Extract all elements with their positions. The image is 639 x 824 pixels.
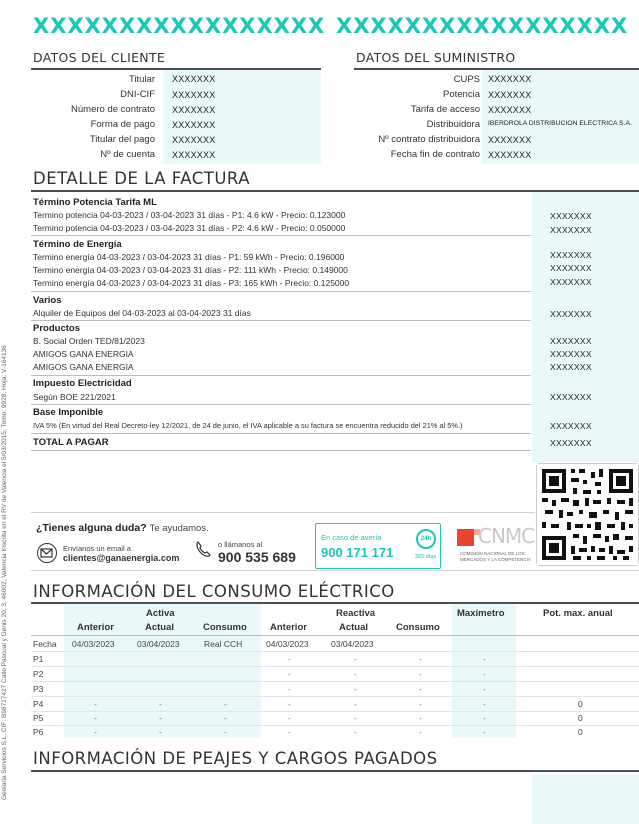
row-line xyxy=(31,711,639,712)
cell-dash: - xyxy=(483,669,486,679)
productos-line: AMIGOS GANA ENERGIA xyxy=(33,362,134,372)
cell-zero: 0 xyxy=(578,727,583,737)
total-amount: XXXXXXX xyxy=(550,438,592,448)
energia-heading: Término de Energía xyxy=(33,239,122,250)
group-maximetro: Maxímetro xyxy=(457,608,505,619)
energia-line: Termino energía 04-03-2023 / 03-04-2023 31 días - P1: 59 kWh - Precio: 0.196000 xyxy=(33,252,345,262)
cell-dash: - xyxy=(288,684,291,694)
group-activa: Activa xyxy=(146,608,175,619)
cell-dash: - xyxy=(224,699,227,709)
cell-dash: - xyxy=(354,727,357,737)
cliente-value: XXXXXXX xyxy=(172,74,216,84)
fecha-r-anterior: 04/03/2023 xyxy=(266,639,309,649)
phone-number[interactable]: 900 535 689 xyxy=(218,549,296,565)
phone-intro: o llámanos al xyxy=(218,540,263,549)
col-r-anterior: Anterior xyxy=(270,622,307,633)
cell-dash: - xyxy=(354,654,357,664)
divider xyxy=(31,404,531,405)
cell-zero: 0 xyxy=(578,713,583,723)
suministro-value: XXXXXXX xyxy=(488,74,532,84)
help-question-text: ¿Tienes alguna duda? xyxy=(36,522,147,534)
header-left-title: XXXXXXXXXXXXXXXXX xyxy=(33,14,326,38)
help-question xyxy=(36,522,209,534)
cliente-label: Forma de pago xyxy=(90,119,155,130)
base-amount: XXXXXXX xyxy=(550,421,592,431)
potencia-line: Termino potencia 04-03-2023 / 03-04-2023 31 días - P2: 4.6 kW - Precio: 0.050000 xyxy=(33,223,346,233)
group-pot-max: Pot. max. anual xyxy=(543,608,613,619)
energia-amount: XXXXXXX xyxy=(550,263,592,273)
contact-bottom-line xyxy=(31,570,639,571)
divider xyxy=(31,291,531,292)
divider xyxy=(31,235,531,236)
row-label-period: P1 xyxy=(33,654,44,664)
email-intro: Envíanos un email a xyxy=(63,544,131,553)
cell-dash: - xyxy=(419,654,422,664)
suministro-label: Distribuidora xyxy=(426,119,480,130)
row-line xyxy=(31,651,639,652)
cliente-value: XXXXXXX xyxy=(172,135,216,145)
row-label-fecha: Fecha xyxy=(33,639,57,649)
cliente-label: Nº de cuenta xyxy=(100,149,155,160)
suministro-value: XXXXXXX xyxy=(488,135,532,145)
productos-amount: XXXXXXX xyxy=(550,349,592,359)
cell-zero: 0 xyxy=(578,699,583,709)
impuesto-heading: Impuesto Electricidad xyxy=(33,378,132,389)
energia-line: Termino energía 04-03-2023 / 03-04-2023 31 días - P2: 111 kWh - Precio: 0.149000 xyxy=(33,265,348,275)
cell-dash: - xyxy=(483,713,486,723)
cliente-label: Número de contrato xyxy=(71,104,155,115)
total-label: TOTAL A PAGAR xyxy=(33,437,109,448)
help-subtext: Te ayudamos. xyxy=(149,523,209,534)
col-anterior: Anterior xyxy=(77,622,114,633)
cliente-value: XXXXXXX xyxy=(172,105,216,115)
productos-amount: XXXXXXX xyxy=(550,336,592,346)
cliente-value: XXXXXXX xyxy=(172,120,216,130)
cell-dash: - xyxy=(288,654,291,664)
cell-dash: - xyxy=(354,713,357,723)
divider xyxy=(31,375,531,376)
row-label-period: P3 xyxy=(33,684,44,694)
cell-dash: - xyxy=(224,727,227,737)
averia-intro: En caso de avería xyxy=(321,533,382,542)
col-consumo: Consumo xyxy=(203,622,247,633)
peajes-amount-bg xyxy=(532,775,639,824)
varios-heading: Varios xyxy=(33,295,62,306)
consumo-title: INFORMACIÓN DEL CONSUMO ELÉCTRICO xyxy=(33,582,395,601)
cell-dash: - xyxy=(354,669,357,679)
energia-amount: XXXXXXX xyxy=(550,250,592,260)
suministro-value: XXXXXXX xyxy=(488,90,532,100)
impuesto-line: Según BOE 221/2021 xyxy=(33,392,116,402)
varios-line: Alquiler de Equipos del 04-03-2023 al 03-04-2023 31 días xyxy=(33,308,251,318)
suministro-label: Potencia xyxy=(443,89,480,100)
cell-dash: - xyxy=(419,669,422,679)
energia-line: Termino energía 04-03-2023 / 03-04-2023 31 días - P3: 165 kWh - Precio: 0.125000 xyxy=(33,278,350,288)
suministro-title: DATOS DEL SUMINISTRO xyxy=(356,50,516,65)
cell-dash: - xyxy=(288,713,291,723)
badge-24-icon: 24h xyxy=(416,529,436,549)
company-legal-text: Geolaria Servicios S.L. CIF: B98717427 Calle Pascual y Genis 20, 3, 46002, Valencia Inscrita en el RV de Valencia el 5/03/2015, Tomo: 9928, Hoja: V-164136 xyxy=(1,345,8,800)
cell-dash: - xyxy=(288,699,291,709)
cliente-value: XXXXXXX xyxy=(172,150,216,160)
col-r-actual: Actual xyxy=(339,622,369,633)
cliente-title: DATOS DEL CLIENTE xyxy=(33,50,166,65)
averia-phone[interactable]: 900 171 171 xyxy=(321,545,394,560)
varios-amount: XXXXXXX xyxy=(550,309,592,319)
potencia-line: Termino potencia 04-03-2023 / 03-04-2023 31 días - P1: 4.6 kW - Precio: 0.123000 xyxy=(33,210,346,220)
energia-amount: XXXXXXX xyxy=(550,277,592,287)
row-label-period: P4 xyxy=(33,699,44,709)
cnmc-sub2: MERCADOS Y LA COMPETENCIA xyxy=(460,557,531,562)
peajes-rule xyxy=(31,770,639,772)
potencia-amount: XXXXXXX xyxy=(550,225,592,235)
badge-365: 365 días xyxy=(415,554,437,560)
cell-dash: - xyxy=(419,699,422,709)
fecha-anterior: 04/03/2023 xyxy=(72,639,115,649)
suministro-value: XXXXXXX xyxy=(488,150,532,160)
suministro-value: XXXXXXX xyxy=(488,105,532,115)
row-label-period: P2 xyxy=(33,669,44,679)
cell-dash: - xyxy=(419,727,422,737)
cell-dash: - xyxy=(354,699,357,709)
cell-dash: - xyxy=(483,699,486,709)
suministro-label: Fecha fin de contrato xyxy=(390,149,480,160)
productos-heading: Productos xyxy=(33,323,80,334)
row-line xyxy=(31,725,639,726)
cliente-value: XXXXXXX xyxy=(172,90,216,100)
base-heading: Base Imponible xyxy=(33,407,104,418)
header-right-title: XXXXXXXXXXXXXXXXX xyxy=(336,14,629,38)
row-line xyxy=(31,681,639,682)
cell-dash: - xyxy=(288,669,291,679)
cell-dash: - xyxy=(159,699,162,709)
peajes-title: INFORMACIÓN DE PEAJES Y CARGOS PAGADOS xyxy=(33,749,438,768)
email-link[interactable]: clientes@ganaenergia.com xyxy=(63,553,180,563)
cell-dash: - xyxy=(354,684,357,694)
header-line xyxy=(31,635,639,636)
row-label-period: P6 xyxy=(33,727,44,737)
suministro-label: Tarifa de acceso xyxy=(410,104,480,115)
cell-dash: - xyxy=(159,713,162,723)
contact-top-line xyxy=(31,512,535,513)
productos-line: AMIGOS GANA ENERGIA xyxy=(33,349,134,359)
fecha-r-actual: 03/04/2023 xyxy=(331,639,374,649)
divider xyxy=(31,433,531,434)
col-r-consumo: Consumo xyxy=(396,622,440,633)
suministro-value: IBERDROLA DISTRIBUCION ELECTRICA S.A. xyxy=(488,120,632,127)
cell-dash: - xyxy=(483,684,486,694)
email-icon xyxy=(37,543,57,563)
cell-dash: - xyxy=(419,713,422,723)
cliente-label: Titular xyxy=(128,74,155,85)
row-line xyxy=(31,666,639,667)
cell-dash: - xyxy=(483,654,486,664)
divider xyxy=(31,450,531,451)
cell-dash: - xyxy=(288,727,291,737)
divider xyxy=(31,320,531,321)
cnmc-wordmark: CNMC xyxy=(478,524,535,548)
cliente-label: DNI-CIF xyxy=(120,89,155,100)
cnmc-logo-icon xyxy=(457,529,474,546)
cliente-label: Titular del pago xyxy=(89,134,155,145)
group-reactiva: Reactiva xyxy=(336,608,376,619)
detalle-title: DETALLE DE LA FACTURA xyxy=(33,169,250,188)
base-line: IVA 5% (En virtud del Real Decreto-ley 12/2021, de 24 de junio, el IVA aplicable a su factura se encuentra reducido del 21% al 5%.) xyxy=(33,421,463,430)
phone-icon xyxy=(194,540,212,558)
cell-dash: - xyxy=(224,713,227,723)
cell-dash: - xyxy=(94,727,97,737)
potencia-amount: XXXXXXX xyxy=(550,211,592,221)
cell-dash: - xyxy=(159,727,162,737)
productos-line: B. Social Orden TED/81/2023 xyxy=(33,336,145,346)
averia-box xyxy=(315,523,441,569)
col-actual: Actual xyxy=(145,622,175,633)
qr-code xyxy=(536,463,639,566)
cell-dash: - xyxy=(94,713,97,723)
impuesto-amount: XXXXXXX xyxy=(550,392,592,402)
productos-amount: XXXXXXX xyxy=(550,362,592,372)
fecha-actual: 03/04/2023 xyxy=(137,639,180,649)
cnmc-sub1: COMISIÓN NACIONAL DE LOS xyxy=(460,551,525,556)
row-line xyxy=(31,696,639,697)
suministro-label: Nº contrato distribuidora xyxy=(378,134,480,145)
cell-dash: - xyxy=(94,699,97,709)
row-label-period: P5 xyxy=(33,713,44,723)
cell-dash: - xyxy=(483,727,486,737)
fecha-consumo: Real CCH xyxy=(204,639,243,649)
potencia-heading: Término Potencia Tarifa ML xyxy=(33,197,157,208)
suministro-label: CUPS xyxy=(453,74,480,85)
cell-dash: - xyxy=(419,684,422,694)
